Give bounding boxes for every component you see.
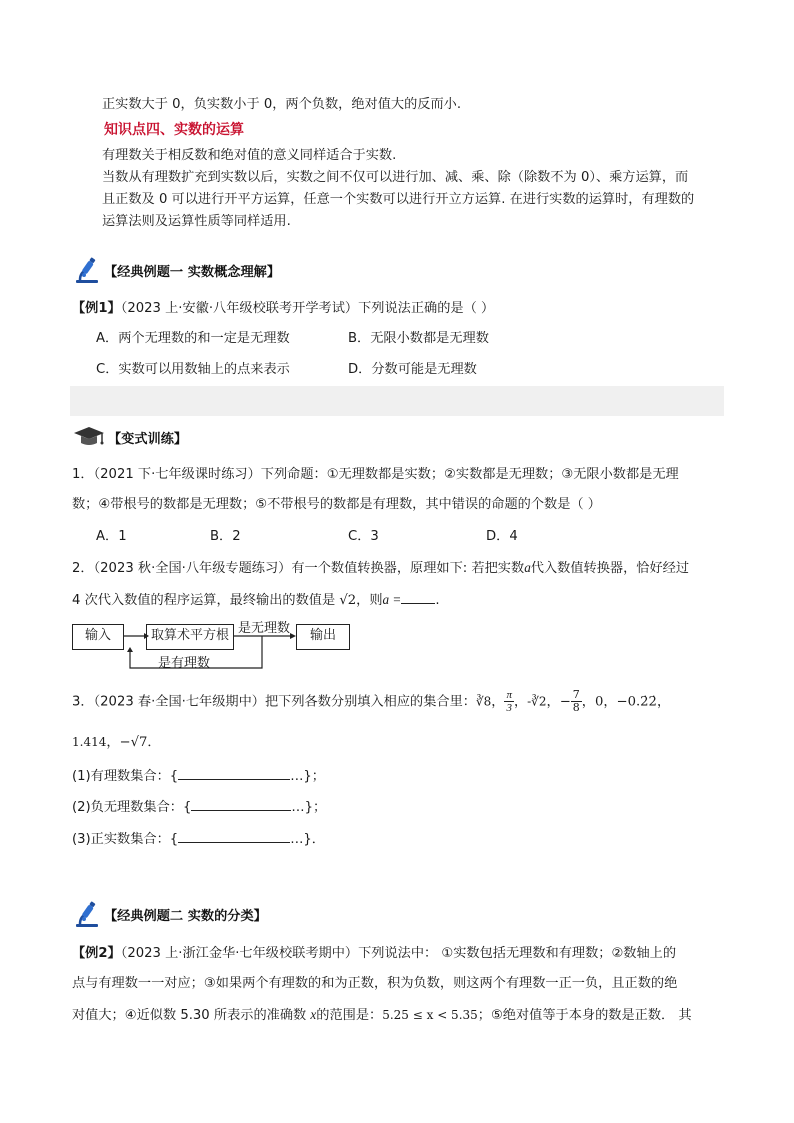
q3-sep-3: ，	[546, 694, 560, 710]
q3-num-zero: 0	[594, 694, 604, 710]
set-rational-end: …}；	[290, 769, 325, 784]
example2-range: 5.25 ≤ x < 5.35	[382, 1008, 478, 1022]
set-negirr-end: …}；	[291, 800, 327, 815]
q3-line-2	[72, 731, 161, 754]
flow-label-irrational: 是无理数	[238, 621, 291, 636]
q2-answer-blank[interactable]	[401, 603, 435, 604]
q3-num-pi-over-3	[504, 689, 514, 714]
flow-process-box: 取算术平方根	[146, 624, 234, 650]
kp-line-3: 且正数及 0 可以进行开平方运算，任意一个实数可以进行开立方运算. 在进行实数的运算时，有理数的	[102, 192, 695, 207]
intro-line: 正实数大于 0，负实数小于 0，两个负数，绝对值大的反而小.	[102, 97, 462, 112]
q3-sep-2: ，	[513, 694, 528, 710]
example2-text-1: （2023 上·浙江金华·七年级校联考期中）下列说法中： ①实数包括无理数和有理数；②数轴上的	[120, 946, 677, 961]
q3-num-neg-cbrt2: -∛2	[527, 694, 547, 709]
knowledge-point-title: 知识点四、实数的运算	[104, 122, 244, 138]
set-positive-real	[72, 829, 325, 851]
q3-sep-7: ，	[106, 735, 120, 750]
q2-eq: a =	[382, 592, 402, 607]
q1-option-c: C．3	[348, 529, 379, 544]
set-rational-blank[interactable]	[178, 779, 290, 780]
q3-pi-den: 3	[506, 702, 512, 714]
q2-text-c: 4 次代入数值的程序运算，最终输出的数值是	[72, 593, 336, 608]
training-heading: 【变式训练】	[108, 432, 188, 447]
example1-option-d: D．分数可能是无理数	[348, 362, 477, 377]
set-negirr-blank[interactable]	[191, 810, 291, 811]
q3-pi: π	[506, 689, 512, 701]
flow-label-rational: 是有理数	[158, 656, 211, 671]
q2-end: .	[435, 593, 440, 608]
microscope-icon	[72, 256, 102, 286]
set-posreal-end: …}．	[290, 832, 325, 847]
flow-output-box: 输出	[296, 624, 350, 650]
example1-tag: 【例1】	[72, 301, 121, 316]
q2-sqrt2: √2	[339, 593, 357, 608]
q3-line2-end: ．	[147, 735, 161, 750]
example1-question	[72, 298, 494, 320]
q2-text-d: ，则	[356, 593, 383, 608]
q3-sep-5: ，	[603, 694, 617, 710]
example1-option-c: C．实数可以用数轴上的点来表示	[96, 362, 290, 377]
q2-text-b: 代入数值转换器，恰好经过	[530, 561, 690, 576]
q1-line-1: 1．（2021 下·七年级课时练习）下列命题：①无理数都是实数；②实数都是无理数；③无限小数都是无理	[72, 467, 679, 482]
set-negative-irrational	[72, 797, 326, 819]
q3-eight: 8	[572, 701, 580, 714]
q2-line-2	[72, 589, 440, 612]
example2-line-1	[72, 943, 676, 965]
q1-option-a: A．1	[96, 529, 127, 544]
example1-option-a: A．两个无理数的和一定是无理数	[96, 331, 290, 346]
example1-heading: 【经典例题一 实数概念理解】	[104, 265, 281, 280]
q3-num-neg-sqrt7: −√7	[119, 735, 148, 750]
example2-tag: 【例2】	[72, 946, 121, 961]
answer-shade-area	[70, 386, 724, 416]
q2-line-1	[72, 557, 689, 580]
example2-line-2: 点与有理数一一对应；③如果两个有理数的和为正数，积为负数，则这两个有理数一正一负，且正数的绝	[72, 976, 678, 991]
microscope-icon	[72, 900, 102, 930]
q3-sep-1: ，	[491, 694, 505, 710]
q2-var-a: a	[524, 560, 531, 575]
flow-input-box: 输入	[72, 624, 124, 650]
q3-num-cbrt8: ∛8	[476, 694, 492, 709]
graduation-cap-icon	[72, 425, 106, 449]
example2-heading: 【经典例题二 实数的分类】	[104, 909, 267, 924]
q1-option-b: B．2	[210, 529, 241, 544]
q1-option-d: D．4	[486, 529, 518, 544]
example2-text-3b: 的范围是：	[316, 1008, 383, 1023]
set-rational	[72, 766, 325, 788]
example2-text-3a: 对值大；④近似数 5.30 所表示的准确数	[72, 1008, 307, 1023]
q3-line-1	[72, 689, 670, 714]
q3-neg-sign: −	[559, 694, 571, 710]
q3-sep-4: ，	[581, 694, 595, 710]
q3-num-repeating: −0.2̇2̇	[616, 694, 657, 710]
set-posreal-label: (3)正实数集合：{	[72, 832, 179, 847]
set-rational-label: (1)有理数集合：{	[72, 769, 179, 784]
example2-line-3	[72, 1004, 692, 1027]
kp-line-1: 有理数关于相反数和绝对值的意义同样适合于实数.	[102, 148, 397, 163]
q3-num-7-over-8	[571, 689, 582, 714]
kp-line-2: 当数从有理数扩充到实数以后，实数之间不仅可以进行加、减、乘、除（除数不为 0）、乘方运算，而	[102, 170, 689, 185]
q1-line-2: 数；④带根号的数都是无理数；⑤不带根号的数都是有理数，其中错误的命题的个数是（ ）	[72, 497, 601, 512]
example1-option-b: B．无限小数都是无理数	[348, 331, 489, 346]
set-negirr-label: (2)负无理数集合：{	[72, 800, 192, 815]
q3-num-1414: 1.414	[72, 735, 107, 749]
q2-text-a: 2．（2023 秋·全国·八年级专题练习）有一个数值转换器，原理如下: 若把实数	[72, 561, 525, 576]
q3-seven: 7	[572, 688, 580, 701]
example2-text-3c: ；⑤绝对值等于本身的数是正数． 其	[477, 1008, 692, 1023]
kp-line-4: 运算法则及运算性质等同样适用.	[102, 214, 291, 229]
q3-sep-6: ，	[656, 694, 671, 710]
example1-stem: （2023 上·安徽·八年级校联考开学考试）下列说法正确的是（ ）	[120, 301, 495, 316]
set-posreal-blank[interactable]	[178, 842, 290, 843]
q3-text: 3．（2023 春·全国·七年级期中）把下列各数分别填入相应的集合里：	[72, 694, 476, 710]
example2-var-x: x	[310, 1007, 317, 1022]
